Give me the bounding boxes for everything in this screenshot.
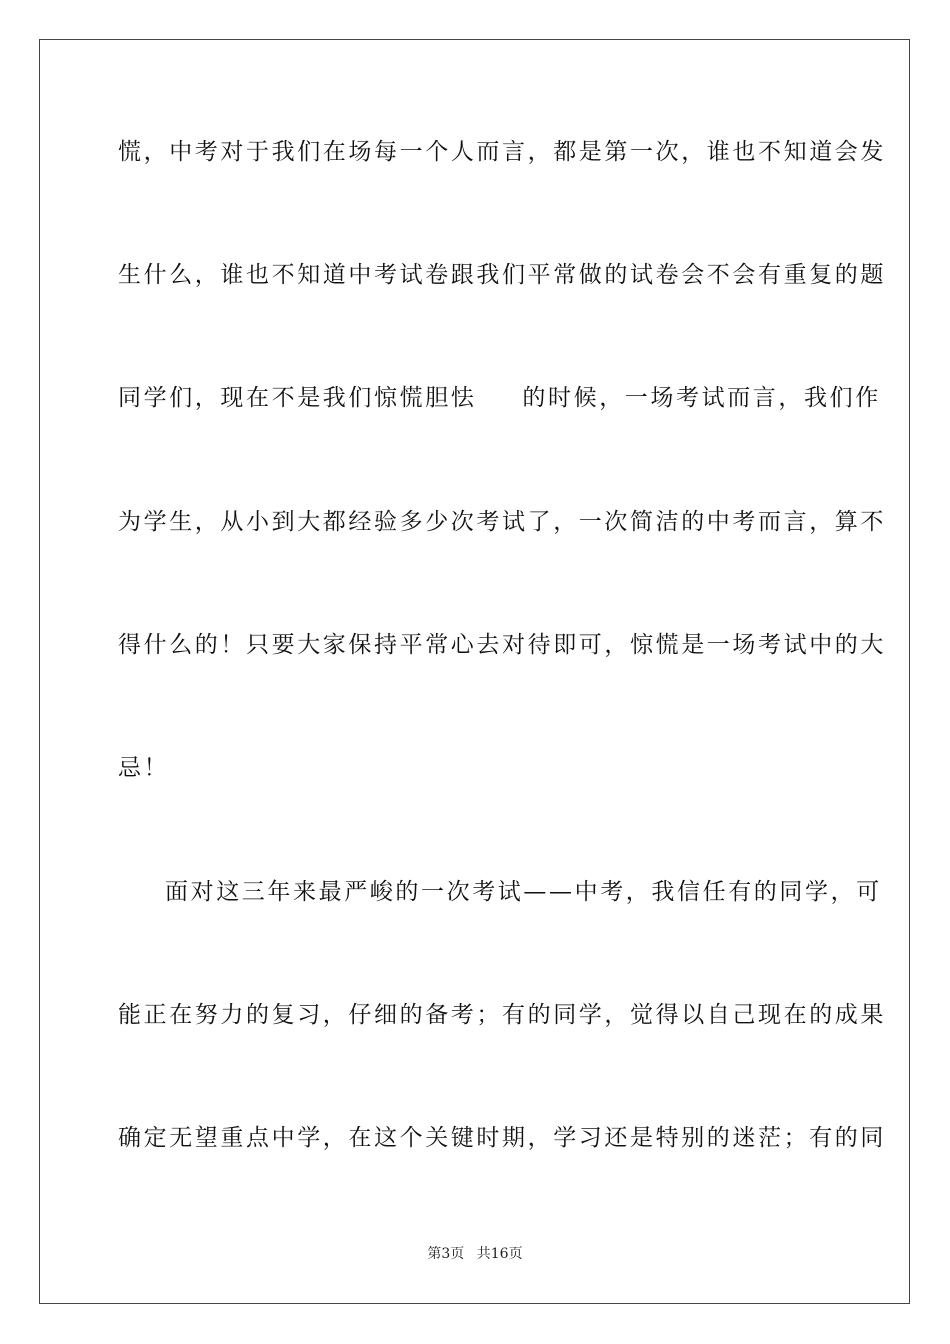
text-line-7: 面对这三年来最严峻的一次考试——中考，我信任有的同学，可 [165,879,882,905]
text-line-3-part-1: 同学们，现在不是我们惊慌胆怯 [118,385,477,411]
text-line-3-part-2: 的时候，一场考试而言，我们作 [522,385,881,411]
text-line-9: 确定无望重点中学，在这个关键时期，学习还是特别的迷茫；有的同 [118,1125,886,1151]
page-footer [0,1244,950,1264]
text-line-1: 慌，中考对于我们在场每一个人而言，都是第一次，谁也不知道会发 [118,139,886,165]
page-number: 第3页 [427,1246,465,1262]
text-line-6: 忌！ [118,755,170,781]
text-line-2: 生什么，谁也不知道中考试卷跟我们平常做的试卷会不会有重复的题 [118,262,886,288]
page-border [39,39,910,1304]
page-total: 共16页 [476,1246,523,1262]
text-line-4: 为学生，从小到大都经验多少次考试了，一次简洁的中考而言，算不 [118,509,886,535]
text-line-3 [118,383,881,413]
text-line-5: 得什么的！只要大家保持平常心去对待即可，惊慌是一场考试中的大 [118,632,886,658]
text-line-8: 能正在努力的复习，仔细的备考；有的同学，觉得以自己现在的成果 [118,1002,886,1028]
